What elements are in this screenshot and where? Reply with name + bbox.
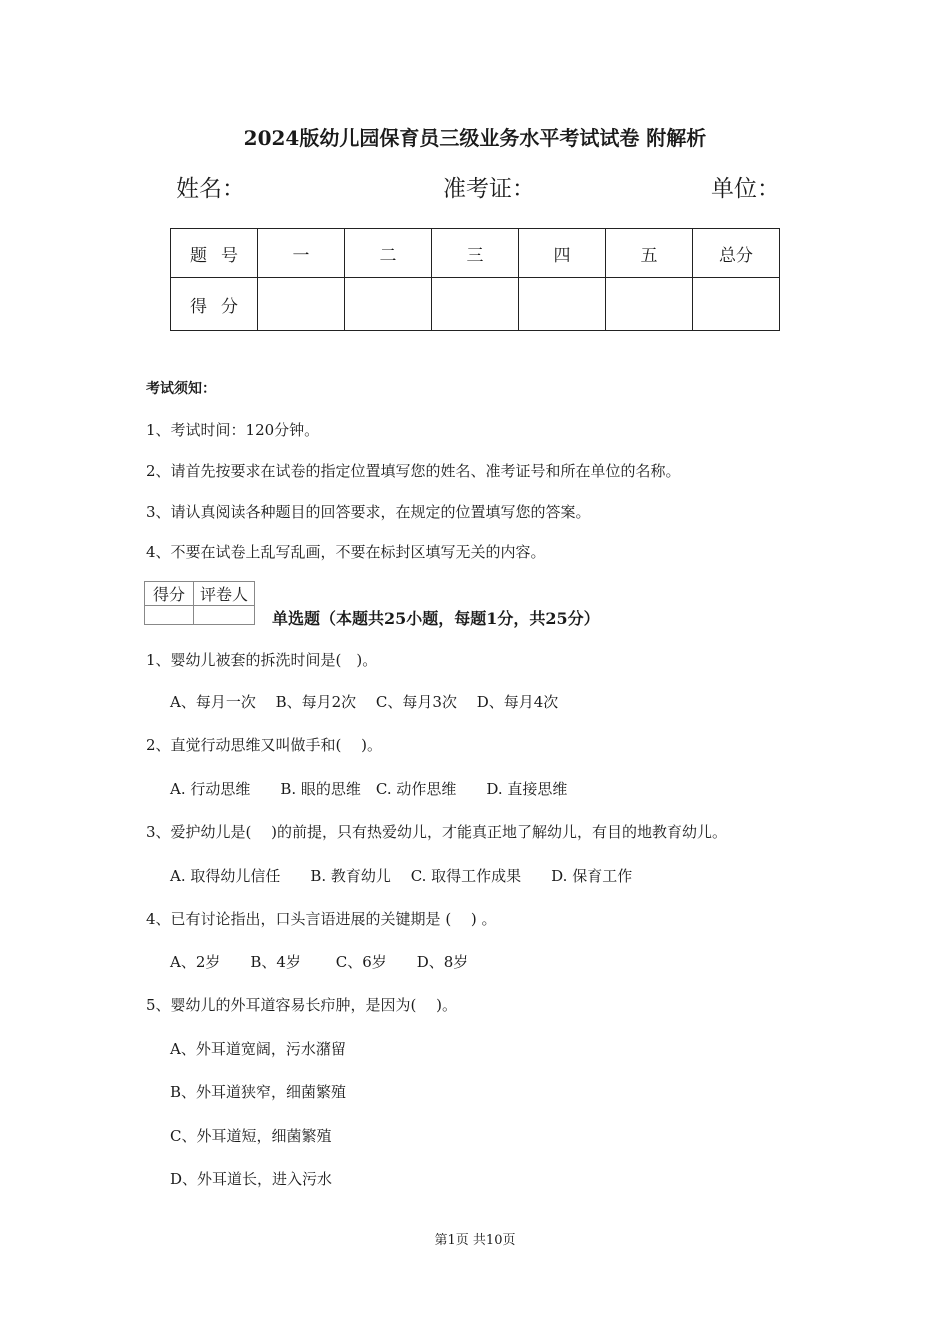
question-options: A、2岁 B、4岁 C、6岁 D、8岁: [170, 953, 469, 971]
question-option: C、外耳道短，细菌繁殖: [170, 1127, 332, 1145]
score-table-cell: 总分: [693, 229, 780, 278]
score-table-header-row: [171, 229, 780, 278]
unit-field-label: 单位：: [711, 176, 780, 202]
question-options: A、每月一次 B、每月2次 C、每月3次 D、每月4次: [170, 693, 559, 711]
notice-heading: 考试须知：: [146, 381, 216, 397]
score-table-cell: 一: [258, 229, 345, 278]
score-input-cell[interactable]: [345, 278, 432, 331]
score-table-cell: 题号: [171, 229, 258, 278]
notice-item: 3、请认真阅读各种题目的回答要求，在规定的位置填写您的答案。: [146, 503, 591, 521]
score-table-cell: 三: [432, 229, 519, 278]
question-stem: 2、直觉行动思维又叫做手和( )。: [146, 736, 383, 754]
score-input-cell[interactable]: [693, 278, 780, 331]
score-input-cell[interactable]: [606, 278, 693, 331]
question-stem: 1、婴幼儿被套的拆洗时间是( )。: [146, 651, 378, 669]
notice-item: 1、考试时间：120分钟。: [146, 421, 320, 439]
grader-name-label: 评卷人: [194, 582, 255, 606]
grader-box: [144, 581, 255, 625]
grader-score-cell[interactable]: [145, 606, 194, 625]
question-stem: 3、爱护幼儿是( )的前提，只有热爱幼儿，才能真正地了解幼儿，有目的地教育幼儿。: [146, 823, 728, 841]
section-title: 单选题（本题共25小题，每题1分，共25分）: [272, 609, 600, 628]
score-table-score-row: [171, 278, 780, 331]
exam-title: 2024版幼儿园保育员三级业务水平考试试卷 附解析: [243, 126, 707, 150]
score-table: [170, 228, 780, 331]
score-input-cell[interactable]: [519, 278, 606, 331]
question-stem: 5、婴幼儿的外耳道容易长疖肿，是因为( )。: [146, 996, 458, 1014]
question-option: A、外耳道宽阔，污水潴留: [170, 1040, 346, 1058]
score-input-cell[interactable]: [258, 278, 345, 331]
question-options: A. 取得幼儿信任 B. 教育幼儿 C. 取得工作成果 D. 保育工作: [170, 867, 633, 885]
question-option: B、外耳道狭窄，细菌繁殖: [170, 1083, 347, 1101]
question-option: D、外耳道长，进入污水: [170, 1170, 333, 1188]
notice-item: 4、不要在试卷上乱写乱画，不要在标封区填写无关的内容。: [146, 543, 546, 561]
score-input-cell[interactable]: [432, 278, 519, 331]
question-options: A. 行动思维 B. 眼的思维 C. 动作思维 D. 直接思维: [170, 780, 568, 798]
score-table-cell: 得分: [171, 278, 258, 331]
question-stem: 4、已有讨论指出，口头言语进展的关键期是 ( ) 。: [146, 910, 497, 928]
name-field-label: 姓名：: [176, 176, 245, 202]
grader-score-label: 得分: [145, 582, 194, 606]
score-table-cell: 五: [606, 229, 693, 278]
grader-name-cell[interactable]: [194, 606, 255, 625]
notice-item: 2、请首先按要求在试卷的指定位置填写您的姓名、准考证号和所在单位的名称。: [146, 462, 681, 480]
score-table-cell: 二: [345, 229, 432, 278]
exam-id-field-label: 准考证：: [443, 176, 535, 202]
page-footer: 第1页 共10页: [434, 1233, 516, 1248]
score-table-cell: 四: [519, 229, 606, 278]
